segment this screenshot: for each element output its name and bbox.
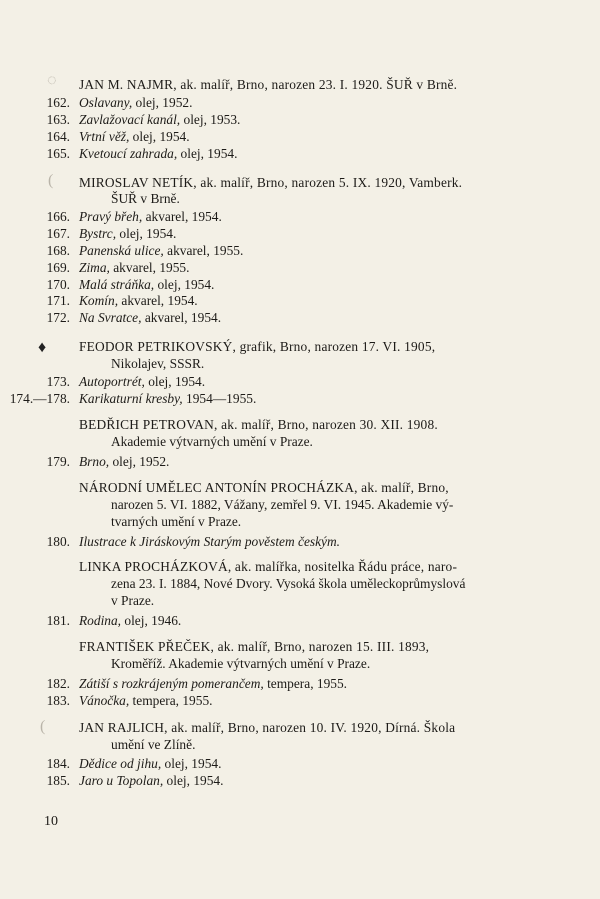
work-title: Dědice od jihu, (79, 756, 162, 771)
work-title: Malá stráňka, (79, 277, 155, 292)
margin-mark: ( (48, 172, 54, 189)
work-number: 179. (46, 454, 70, 469)
work-number: 167. (46, 226, 70, 241)
artist-heading-cont: Akademie výtvarných umění v Praze. (111, 434, 313, 449)
work-title: Vrtní věž, (79, 129, 130, 144)
work-details: olej, 1954. (116, 226, 177, 241)
work-title: Zavlažovací kanál, (79, 112, 181, 127)
work-number: 166. (46, 209, 70, 224)
work-details: akvarel, 1955. (163, 243, 244, 258)
work-details: olej, 1954. (154, 277, 215, 292)
work-number: 185. (46, 773, 70, 788)
work-title: Ilustrace k Jiráskovým Starým pověstem českým. (79, 534, 341, 549)
margin-mark: ( (40, 718, 46, 735)
work-details: tempera, 1955. (129, 693, 213, 708)
artist-heading-cont: narozen 5. VI. 1882, Vážany, zemřel 9. VI. 1945. Akademie vý- (111, 497, 454, 512)
work-details: olej, 1954. (144, 374, 206, 389)
margin-mark: ◌ (47, 72, 57, 89)
work-number: 172. (46, 310, 70, 325)
work-title: Vánočka, (79, 693, 130, 708)
work-details: akvarel, 1954. (141, 310, 222, 325)
artist-heading: JAN M. NAJMR, ak. malíř, Brno, narozen 23. I. 1920. ŠUŘ v Brně. (79, 77, 458, 92)
work-number: 170. (46, 277, 70, 292)
work-title: Zátiší s rozkrájeným pomerančem, (79, 676, 264, 691)
work-number: 163. (46, 112, 70, 127)
artist-heading-cont: ŠUŘ v Brně. (111, 191, 180, 206)
work-number: 165. (46, 146, 70, 161)
work-title: Kvetoucí zahrada, (79, 146, 178, 161)
work-number: 180. (46, 534, 70, 549)
work-details: 1954—1955. (182, 391, 257, 406)
artist-heading-cont: Kroměříž. Akademie výtvarných umění v Praze. (111, 656, 371, 671)
work-number: 162. (46, 95, 70, 110)
artist-heading-cont: v Praze. (111, 593, 155, 608)
artist-heading: JAN RAJLICH, ak. malíř, Brno, narozen 10. IV. 1920, Dírná. Škola (79, 720, 456, 735)
work-title: Jaro u Topolan, (79, 773, 164, 788)
artist-heading: LINKA PROCHÁZKOVÁ, ak. malířka, nositelka Řádu práce, naro- (79, 559, 458, 574)
bullet-mark: ♦ (38, 339, 47, 356)
work-title: Na Svratce, (79, 310, 142, 325)
work-details: olej, 1953. (180, 112, 241, 127)
work-details: akvarel, 1955. (109, 260, 190, 275)
work-details: olej, 1952. (132, 95, 193, 110)
work-title: Bystrc, (79, 226, 117, 241)
work-number: 183. (46, 693, 70, 708)
artist-heading: MIROSLAV NETÍK, ak. malíř, Brno, narozen 5. IX. 1920, Vamberk. (79, 175, 463, 190)
work-details: akvarel, 1954. (142, 209, 222, 224)
work-title: Zima, (79, 260, 110, 275)
work-details: olej, 1954. (129, 129, 190, 144)
artist-heading: FEODOR PETRIKOVSKÝ, grafik, Brno, narozen 17. VI. 1905, (79, 339, 436, 354)
work-details: olej, 1952. (109, 454, 170, 469)
work-number: 164. (46, 129, 70, 144)
artist-heading-cont: zena 23. I. 1884, Nové Dvory. Vysoká škola uměleckoprůmyslová (111, 576, 466, 591)
work-number: 168. (46, 243, 70, 258)
work-title: Pravý břeh, (79, 209, 143, 224)
work-number: 174.—178. (9, 391, 70, 406)
artist-heading: BEDŘICH PETROVAN, ak. malíř, Brno, narozen 30. XII. 1908. (79, 417, 438, 432)
work-title: Brno, (79, 454, 110, 469)
work-number: 171. (46, 293, 70, 308)
artist-heading: NÁRODNÍ UMĚLEC ANTONÍN PROCHÁZKA, ak. malíř, Brno, (79, 480, 449, 495)
work-details: tempera, 1955. (263, 676, 348, 691)
work-details: akvarel, 1954. (118, 293, 198, 308)
work-title: Karikaturní kresby, (79, 391, 183, 406)
artist-heading-cont: Nikolajev, SSSR. (111, 356, 205, 371)
work-number: 182. (46, 676, 70, 691)
artist-heading-cont: umění ve Zlíně. (111, 737, 196, 752)
work-title: Panenská ulice, (79, 243, 164, 258)
work-number: 181. (46, 613, 70, 628)
work-number: 173. (46, 374, 70, 389)
page-number: 10 (44, 814, 58, 829)
work-details: olej, 1954. (163, 773, 224, 788)
work-details: olej, 1954. (161, 756, 222, 771)
artist-heading-cont: tvarných umění v Praze. (111, 514, 242, 529)
work-title: Komín, (79, 293, 119, 308)
work-number: 169. (46, 260, 70, 275)
artist-heading: FRANTIŠEK PŘEČEK, ak. malíř, Brno, narozen 15. III. 1893, (79, 639, 430, 654)
work-title: Oslavany, (79, 95, 133, 110)
work-number: 184. (46, 756, 70, 771)
work-details: olej, 1946. (121, 613, 182, 628)
work-details: olej, 1954. (177, 146, 238, 161)
work-title: Autoportrét, (79, 374, 145, 389)
work-title: Rodina, (79, 613, 122, 628)
